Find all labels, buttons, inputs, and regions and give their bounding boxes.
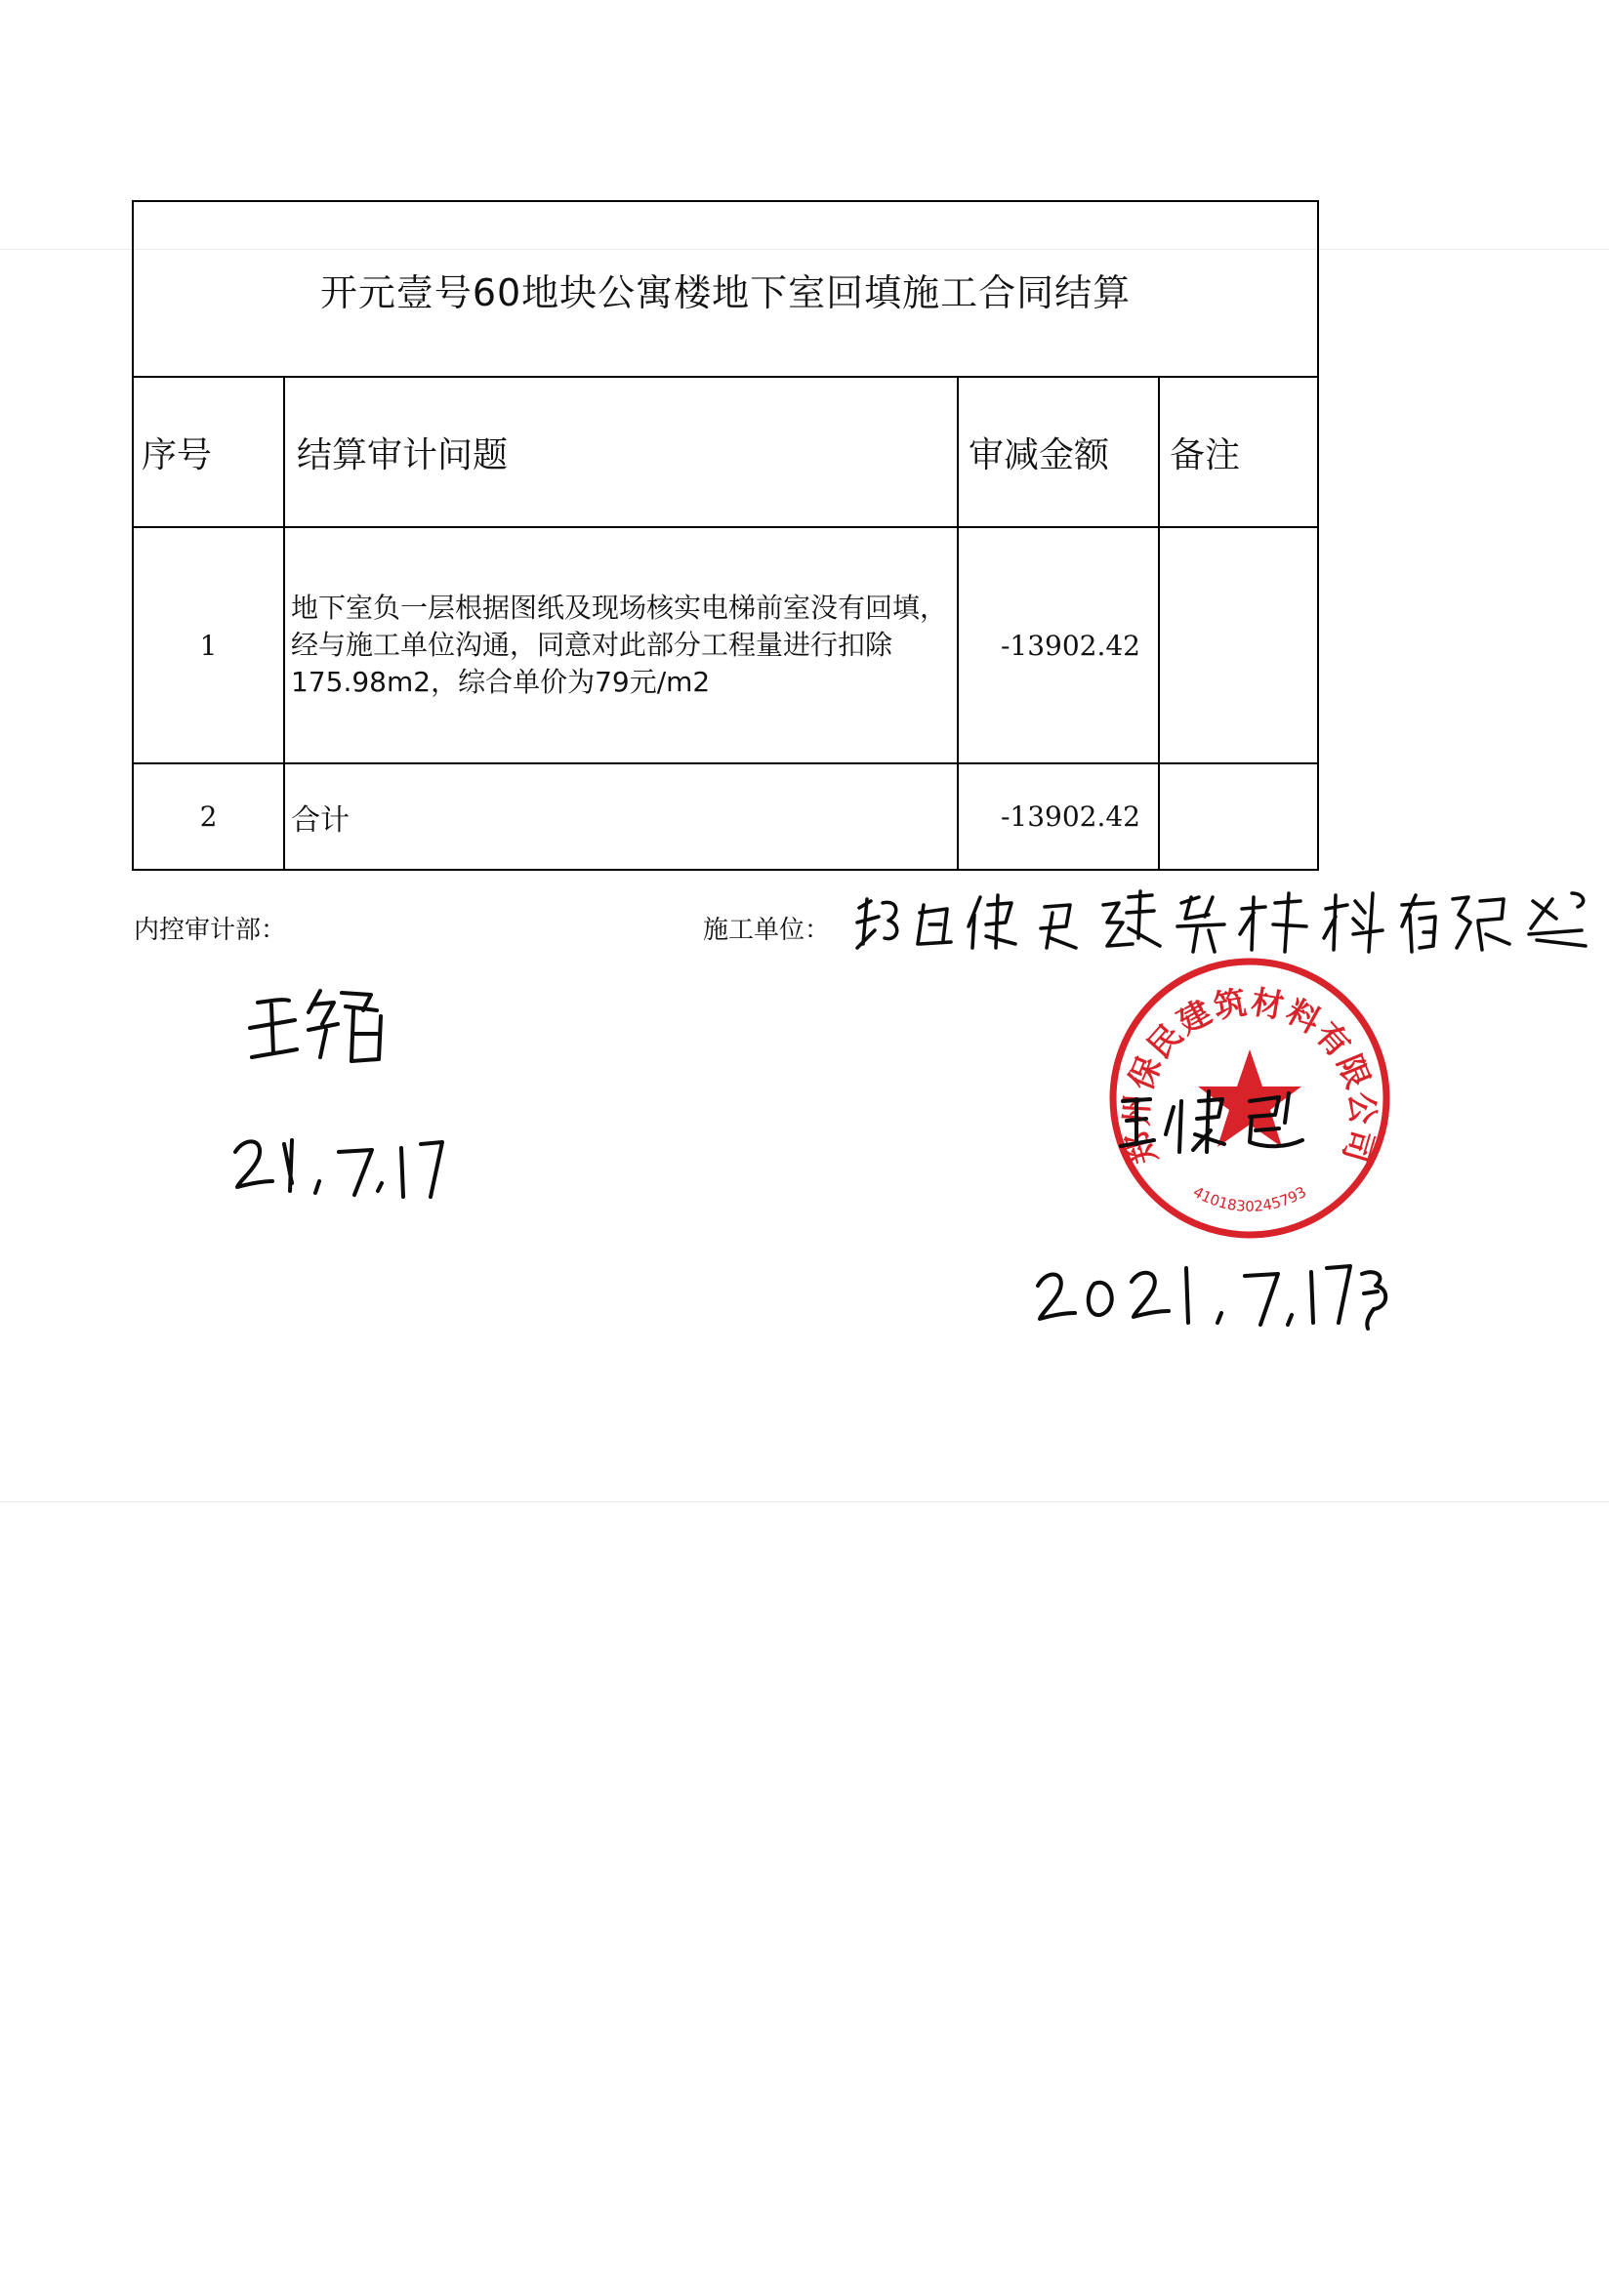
row-amount: -13902.42 bbox=[958, 527, 1159, 763]
document-title: 开元壹号60地块公寓楼地下室回填施工合同结算 bbox=[133, 201, 1318, 377]
header-issue: 结算审计问题 bbox=[284, 377, 958, 527]
contractor-signature bbox=[1113, 1084, 1347, 1162]
table-row bbox=[133, 527, 1318, 763]
table-row-total bbox=[133, 763, 1318, 870]
row-remark bbox=[1159, 527, 1318, 763]
header-no: 序号 bbox=[133, 377, 284, 527]
internal-handwritten-date bbox=[229, 1123, 454, 1210]
header-amount: 审减金额 bbox=[958, 377, 1159, 527]
seal-text: 郑州保民建筑材料有限公司 bbox=[1117, 982, 1382, 1168]
title-row bbox=[133, 201, 1318, 377]
scan-artifact-line bbox=[0, 1501, 1609, 1502]
internal-audit-label: 内控审计部： bbox=[134, 916, 287, 945]
internal-signature bbox=[244, 981, 400, 1069]
row-number: 1 bbox=[133, 527, 284, 763]
row-issue: 地下室负一层根据图纸及现场核实电梯前室没有回填，经与施工单位沟通，同意对此部分工程量进行扣除175.98m2，综合单价为79元/m2 bbox=[284, 527, 958, 763]
header-remark: 备注 bbox=[1159, 377, 1318, 527]
header-row bbox=[133, 377, 1318, 527]
contractor-handwritten-date bbox=[1030, 1254, 1401, 1332]
row-remark bbox=[1159, 763, 1318, 870]
row-amount: -13902.42 bbox=[958, 763, 1159, 870]
settlement-table bbox=[132, 200, 1319, 871]
seal-number: 4101830245793 bbox=[1189, 1182, 1310, 1215]
settlement-sheet bbox=[132, 200, 1319, 871]
contractor-handwritten-name bbox=[849, 883, 1601, 962]
contractor-label: 施工单位： bbox=[703, 916, 831, 945]
row-issue: 合计 bbox=[284, 763, 958, 870]
row-number: 2 bbox=[133, 763, 284, 870]
